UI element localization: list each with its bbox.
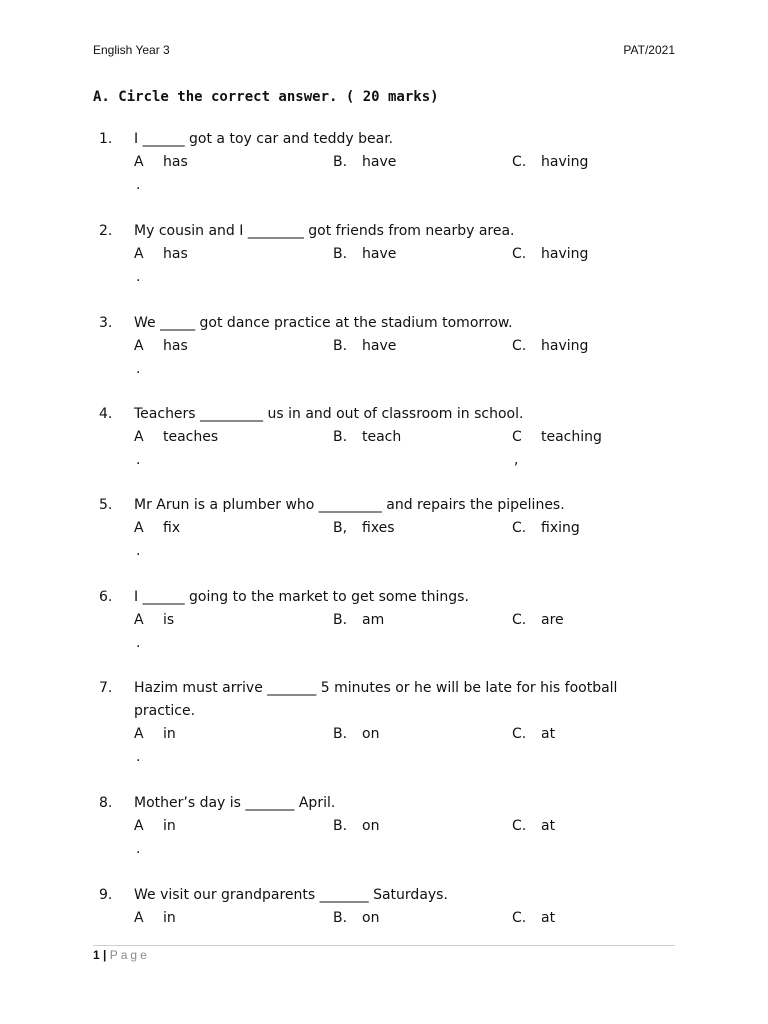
option-c-letter: C.	[512, 338, 527, 354]
option-a-letter: A	[134, 612, 144, 628]
page-header	[93, 43, 675, 59]
header-subject: English Year 3	[93, 43, 170, 57]
option-a-letter: A	[134, 520, 144, 536]
option-a-text: has	[163, 246, 188, 262]
question-number: 4.	[99, 406, 113, 422]
option-a-text: teaches	[163, 429, 219, 445]
options-row	[93, 426, 683, 449]
option-b-text: teach	[362, 429, 402, 445]
option-b-text: am	[362, 612, 385, 628]
question-number: 2.	[99, 223, 113, 239]
page-number: 1	[93, 948, 100, 962]
page-footer	[93, 948, 150, 962]
stray-mark-a: .	[136, 635, 141, 651]
option-c-letter: C.	[512, 612, 527, 628]
question-number: 3.	[99, 315, 113, 331]
options-row	[93, 517, 683, 540]
option-a-letter: A	[134, 910, 144, 926]
option-b-text: fixes	[362, 520, 395, 536]
question-text: We _____ got dance practice at the stadium tomorrow.	[134, 315, 513, 331]
options-row	[93, 723, 683, 746]
question-number: 9.	[99, 887, 113, 903]
option-c-letter: C.	[512, 246, 527, 262]
option-c-text: at	[541, 910, 556, 926]
options-row	[93, 151, 683, 174]
question-text: We visit our grandparents _______ Saturdays.	[134, 887, 448, 903]
option-b-text: on	[362, 818, 380, 834]
option-b-letter: B.	[333, 429, 348, 445]
option-a-text: is	[163, 612, 175, 628]
question-text: Hazim must arrive _______ 5 minutes or he will be late for his football practice.	[134, 680, 618, 719]
question-text: Mr Arun is a plumber who _________ and repairs the pipelines.	[134, 497, 565, 513]
stray-mark-a: .	[136, 452, 141, 468]
options-row	[93, 907, 683, 930]
option-b-letter: B.	[333, 612, 348, 628]
stray-mark-a: .	[136, 361, 141, 377]
option-c-text: fixing	[541, 520, 580, 536]
options-row	[93, 243, 683, 266]
option-c-letter: C	[512, 429, 522, 445]
option-a-text: in	[163, 726, 176, 742]
option-b-letter: B.	[333, 154, 348, 170]
option-b-letter: B.	[333, 910, 348, 926]
question-number: 6.	[99, 589, 113, 605]
question-number: 5.	[99, 497, 113, 513]
option-b-letter: B.	[333, 726, 348, 742]
option-c-letter: C.	[512, 520, 527, 536]
option-a-letter: A	[134, 429, 144, 445]
option-b-letter: B.	[333, 818, 348, 834]
option-a-letter: A	[134, 246, 144, 262]
section-title: A. Circle the correct answer. ( 20 marks)	[93, 89, 439, 105]
question-text: My cousin and I ________ got friends from nearby area.	[134, 223, 515, 239]
option-c-text: at	[541, 818, 556, 834]
option-b-text: have	[362, 246, 397, 262]
option-a-letter: A	[134, 154, 144, 170]
option-c-letter: C.	[512, 726, 527, 742]
option-a-text: has	[163, 154, 188, 170]
option-b-text: have	[362, 154, 397, 170]
question-number: 1.	[99, 131, 113, 147]
question-text: I ______ got a toy car and teddy bear.	[134, 131, 394, 147]
option-a-text: fix	[163, 520, 181, 536]
stray-mark-a: .	[136, 177, 141, 193]
stray-mark-c: ,	[514, 452, 519, 468]
option-a-text: in	[163, 818, 176, 834]
option-a-text: has	[163, 338, 188, 354]
option-b-letter: B.	[333, 338, 348, 354]
options-row	[93, 335, 683, 358]
option-c-text: teaching	[541, 429, 602, 445]
option-c-text: at	[541, 726, 556, 742]
option-c-letter: C.	[512, 910, 527, 926]
option-b-text: on	[362, 726, 380, 742]
option-c-letter: C.	[512, 818, 527, 834]
question-text: Teachers _________ us in and out of classroom in school.	[134, 406, 524, 422]
page-label: Page	[109, 948, 150, 962]
header-code: PAT/2021	[623, 43, 675, 57]
option-c-letter: C.	[512, 154, 527, 170]
stray-mark-a: .	[136, 841, 141, 857]
option-c-text: are	[541, 612, 564, 628]
stray-mark-a: .	[136, 543, 141, 559]
option-c-text: having	[541, 246, 589, 262]
question-text: I ______ going to the market to get some things.	[134, 589, 469, 605]
page-separator: |	[103, 948, 107, 962]
question-number: 8.	[99, 795, 113, 811]
option-c-text: having	[541, 338, 589, 354]
question-number: 7.	[99, 680, 113, 696]
option-b-letter: B.	[333, 246, 348, 262]
option-a-letter: A	[134, 818, 144, 834]
option-a-letter: A	[134, 726, 144, 742]
option-b-text: have	[362, 338, 397, 354]
option-b-letter: B,	[333, 520, 348, 536]
option-b-text: on	[362, 910, 380, 926]
option-c-text: having	[541, 154, 589, 170]
question-text: Mother’s day is _______ April.	[134, 795, 336, 811]
option-a-letter: A	[134, 338, 144, 354]
stray-mark-a: .	[136, 269, 141, 285]
options-row	[93, 815, 683, 838]
stray-mark-a: .	[136, 749, 141, 765]
footer-divider	[93, 945, 675, 946]
options-row	[93, 609, 683, 632]
option-a-text: in	[163, 910, 176, 926]
